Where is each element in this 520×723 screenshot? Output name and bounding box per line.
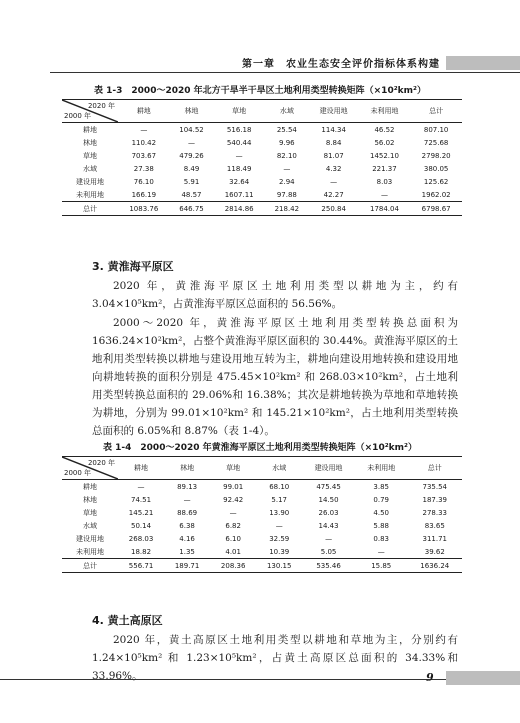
table-cell: 99.01 xyxy=(223,482,244,491)
table-cell: 88.69 xyxy=(177,508,198,517)
table-cell: 1636.24 xyxy=(408,559,462,573)
table-cell: 8.03 xyxy=(376,177,393,186)
table-cell: 646.75 xyxy=(170,202,214,216)
table-cell: 166.19 xyxy=(131,190,157,199)
corner-year-2000: 2000 年 xyxy=(64,112,92,120)
column-header: 未利用地 xyxy=(359,100,411,123)
table-1-3-caption: 表 1-3 2000～2020 年北方干旱半干旱区土地利用类型转换矩阵（×10²km²） xyxy=(94,86,426,96)
table-cell: 39.62 xyxy=(424,547,445,556)
row-label: 草地 xyxy=(83,508,97,517)
table-row xyxy=(62,506,462,519)
table-cell: 807.10 xyxy=(423,125,449,134)
table-cell: 556.71 xyxy=(118,559,164,573)
table-cell: 516.18 xyxy=(226,125,252,134)
table-cell: 32.59 xyxy=(269,534,290,543)
table-cell: 189.71 xyxy=(164,559,210,573)
table-row xyxy=(62,175,462,188)
corner-cell xyxy=(62,100,118,123)
table-cell: 1784.04 xyxy=(359,202,411,216)
column-header: 总计 xyxy=(410,100,462,123)
table-cell: — xyxy=(187,138,195,147)
table-cell: 6.38 xyxy=(179,521,195,530)
table-cell: 42.27 xyxy=(323,190,344,199)
table-cell: 32.64 xyxy=(229,177,250,186)
column-header: 林地 xyxy=(164,457,210,480)
table-cell: 0.79 xyxy=(373,495,389,504)
column-header: 草地 xyxy=(210,457,256,480)
table-cell: 4.01 xyxy=(225,547,241,556)
table-cell: 218.42 xyxy=(265,202,309,216)
table-cell: 6.10 xyxy=(225,534,241,543)
table-cell: 27.38 xyxy=(133,164,154,173)
table-cell: 311.71 xyxy=(422,534,448,543)
table-cell: 83.65 xyxy=(424,521,445,530)
table-cell: 4.32 xyxy=(325,164,342,173)
table-cell: — xyxy=(330,177,338,186)
table-cell: 5.05 xyxy=(320,547,337,556)
paragraph-2: 2000～2020 年，黄淮海平原区土地利用类型转换总面积为 1636.24×10²km²，占整个黄淮海平原区面积的 30.44%。黄淮海平原区的土地利用类型转换以耕地与建设用地互转为主，耕地向建设用地转换和建设用地向耕地转换的面积分别是 475.45×10²km² 和 268.03×10²km²，占土地利用类型转换总面积的 29.06%和 16.38%；其次是耕地转换为草地和草地转换为耕地，分别为 99.01×10²km² 和 145.21×10²km²，占土地利用类型转换总面积的 6.05%和 8.87%（表 1-4）。 xyxy=(92,317,458,437)
table-cell: 5.88 xyxy=(373,521,389,530)
table-cell: 250.84 xyxy=(309,202,359,216)
table-cell: 76.10 xyxy=(133,177,154,186)
table-cell: 540.44 xyxy=(226,138,252,147)
table-cell: 1607.11 xyxy=(224,190,254,199)
table-cell: 208.36 xyxy=(210,559,256,573)
header-decor-bar xyxy=(446,56,520,70)
row-label: 建设用地 xyxy=(76,177,104,186)
table-cell: 4.50 xyxy=(373,508,389,517)
table-cell: 2814.86 xyxy=(213,202,265,216)
table-cell: 130.15 xyxy=(256,559,302,573)
column-header: 林地 xyxy=(170,100,214,123)
table-cell: 18.82 xyxy=(131,547,152,556)
section-4-heading: 4. 黄土高原区 xyxy=(92,614,163,627)
table-cell: 97.88 xyxy=(276,190,297,199)
table-cell: — xyxy=(377,547,385,556)
table-row xyxy=(62,493,462,506)
table-cell: 14.43 xyxy=(318,521,339,530)
table-cell: 6798.67 xyxy=(410,202,462,216)
table-cell: — xyxy=(325,534,333,543)
table-cell: 1083.76 xyxy=(118,202,170,216)
header-rule xyxy=(50,72,520,73)
table-cell: 15.85 xyxy=(355,559,408,573)
table-cell: — xyxy=(275,521,283,530)
row-label: 建设用地 xyxy=(76,534,104,543)
table-cell: 118.49 xyxy=(226,164,252,173)
table-cell: 703.67 xyxy=(131,151,157,160)
table-row xyxy=(62,519,462,532)
table-1-4-caption: 表 1-4 2000～2020 年黄淮海平原区土地利用类型转换矩阵（×10²km²） xyxy=(103,443,417,453)
table-cell: 5.91 xyxy=(183,177,200,186)
table-cell: — xyxy=(140,125,148,134)
table-cell: 187.39 xyxy=(422,495,448,504)
table-cell: 8.84 xyxy=(325,138,342,147)
column-header: 水域 xyxy=(265,100,309,123)
table-row xyxy=(62,532,462,545)
row-label: 总计 xyxy=(62,202,118,216)
corner-cell xyxy=(62,457,118,480)
table-cell: 26.03 xyxy=(318,508,339,517)
table-cell: — xyxy=(283,164,291,173)
table-cell: 50.14 xyxy=(131,521,152,530)
table-cell: 4.16 xyxy=(179,534,195,543)
row-label: 耕地 xyxy=(83,482,97,491)
table-cell: 1.35 xyxy=(179,547,195,556)
table-cell: 221.37 xyxy=(372,164,397,173)
table-cell: 1962.02 xyxy=(421,190,451,199)
column-header: 总计 xyxy=(408,457,462,480)
row-label: 未利用地 xyxy=(76,190,104,199)
table-1-4 xyxy=(62,456,462,573)
paragraph-1: 2020 年，黄淮海平原区土地利用类型以耕地为主，约有 3.04×10⁵km²，占黄淮海平原区总面积的 56.56%。 xyxy=(92,280,458,310)
row-label: 林地 xyxy=(83,138,97,147)
table-cell: 82.10 xyxy=(276,151,297,160)
row-label: 林地 xyxy=(83,495,97,504)
table-row xyxy=(62,202,462,216)
column-header: 未利用地 xyxy=(355,457,408,480)
table-cell: 735.54 xyxy=(422,482,448,491)
table-cell: 48.57 xyxy=(181,190,202,199)
running-title: 第一章 农业生态安全评价指标体系构建 xyxy=(242,59,440,70)
table-row xyxy=(62,123,462,137)
table-cell: 92.42 xyxy=(223,495,244,504)
page-number: 9 xyxy=(426,671,434,684)
table-cell: 5.17 xyxy=(271,495,288,504)
corner-year-2020: 2020 年 xyxy=(87,102,115,110)
table-cell: 125.62 xyxy=(423,177,449,186)
table-cell: — xyxy=(183,495,191,504)
table-cell: 1452.10 xyxy=(369,151,399,160)
table-cell: 89.13 xyxy=(177,482,198,491)
table-row xyxy=(62,559,462,573)
table-1-3 xyxy=(62,99,462,216)
table-cell: 114.34 xyxy=(321,125,346,134)
table-cell: 268.03 xyxy=(128,534,154,543)
running-header xyxy=(0,0,520,76)
table-cell: 6.82 xyxy=(225,521,241,530)
table-cell: 110.42 xyxy=(131,138,157,147)
column-header: 草地 xyxy=(213,100,265,123)
table-cell: — xyxy=(235,151,243,160)
column-header: 建设用地 xyxy=(302,457,355,480)
table-cell: 46.52 xyxy=(374,125,395,134)
table-cell: 475.45 xyxy=(316,482,341,491)
table-cell: 380.05 xyxy=(423,164,449,173)
table-cell: 3.85 xyxy=(373,482,389,491)
table-row xyxy=(62,162,462,175)
table-cell: 25.54 xyxy=(276,125,297,134)
table-cell: — xyxy=(380,190,388,199)
table-row xyxy=(62,136,462,149)
table-cell: 8.49 xyxy=(183,164,200,173)
table-cell: 479.26 xyxy=(179,151,204,160)
table-cell: 10.39 xyxy=(269,547,290,556)
table-cell: 2798.20 xyxy=(421,151,451,160)
table-cell: 104.52 xyxy=(179,125,204,134)
column-header: 建设用地 xyxy=(309,100,359,123)
column-header: 耕地 xyxy=(118,457,164,480)
table-row xyxy=(62,480,462,494)
row-label: 耕地 xyxy=(83,125,97,134)
table-cell: 68.10 xyxy=(269,482,290,491)
footer-decor-bar xyxy=(446,671,520,685)
table-cell: 13.90 xyxy=(269,508,290,517)
row-label: 草地 xyxy=(83,151,97,160)
corner-year-2000: 2000 年 xyxy=(64,469,92,477)
table-cell: 2.94 xyxy=(279,177,295,186)
table-cell: 725.68 xyxy=(423,138,449,147)
table-row xyxy=(62,545,462,559)
footer-rule xyxy=(0,679,448,680)
table-cell: — xyxy=(137,482,145,491)
table-cell: 145.21 xyxy=(128,508,154,517)
column-header: 耕地 xyxy=(118,100,170,123)
table-cell: 535.46 xyxy=(302,559,355,573)
table-cell: 81.07 xyxy=(323,151,344,160)
row-label: 总计 xyxy=(62,559,118,573)
table-cell: 9.96 xyxy=(279,138,295,147)
table-cell: 0.83 xyxy=(373,534,389,543)
table-cell: 74.51 xyxy=(131,495,152,504)
row-label: 水域 xyxy=(83,521,97,530)
table-row xyxy=(62,149,462,162)
table-cell: 14.50 xyxy=(318,495,339,504)
corner-year-2020: 2020 年 xyxy=(87,459,115,467)
column-header: 水域 xyxy=(256,457,302,480)
table-cell: — xyxy=(229,508,237,517)
section-3-heading: 3. 黄淮海平原区 xyxy=(92,260,174,273)
table-cell: 56.02 xyxy=(374,138,395,147)
table-cell: 278.33 xyxy=(422,508,448,517)
row-label: 未利用地 xyxy=(76,547,104,556)
row-label: 水域 xyxy=(83,164,97,173)
paragraph-3: 2020 年，黄土高原区土地利用类型以耕地和草地为主，分别约有 1.24×10⁵km² 和 1.23×10⁵km²，占黄土高原区总面积的 34.33%和 33.96%。 xyxy=(92,634,458,682)
table-row xyxy=(62,188,462,202)
